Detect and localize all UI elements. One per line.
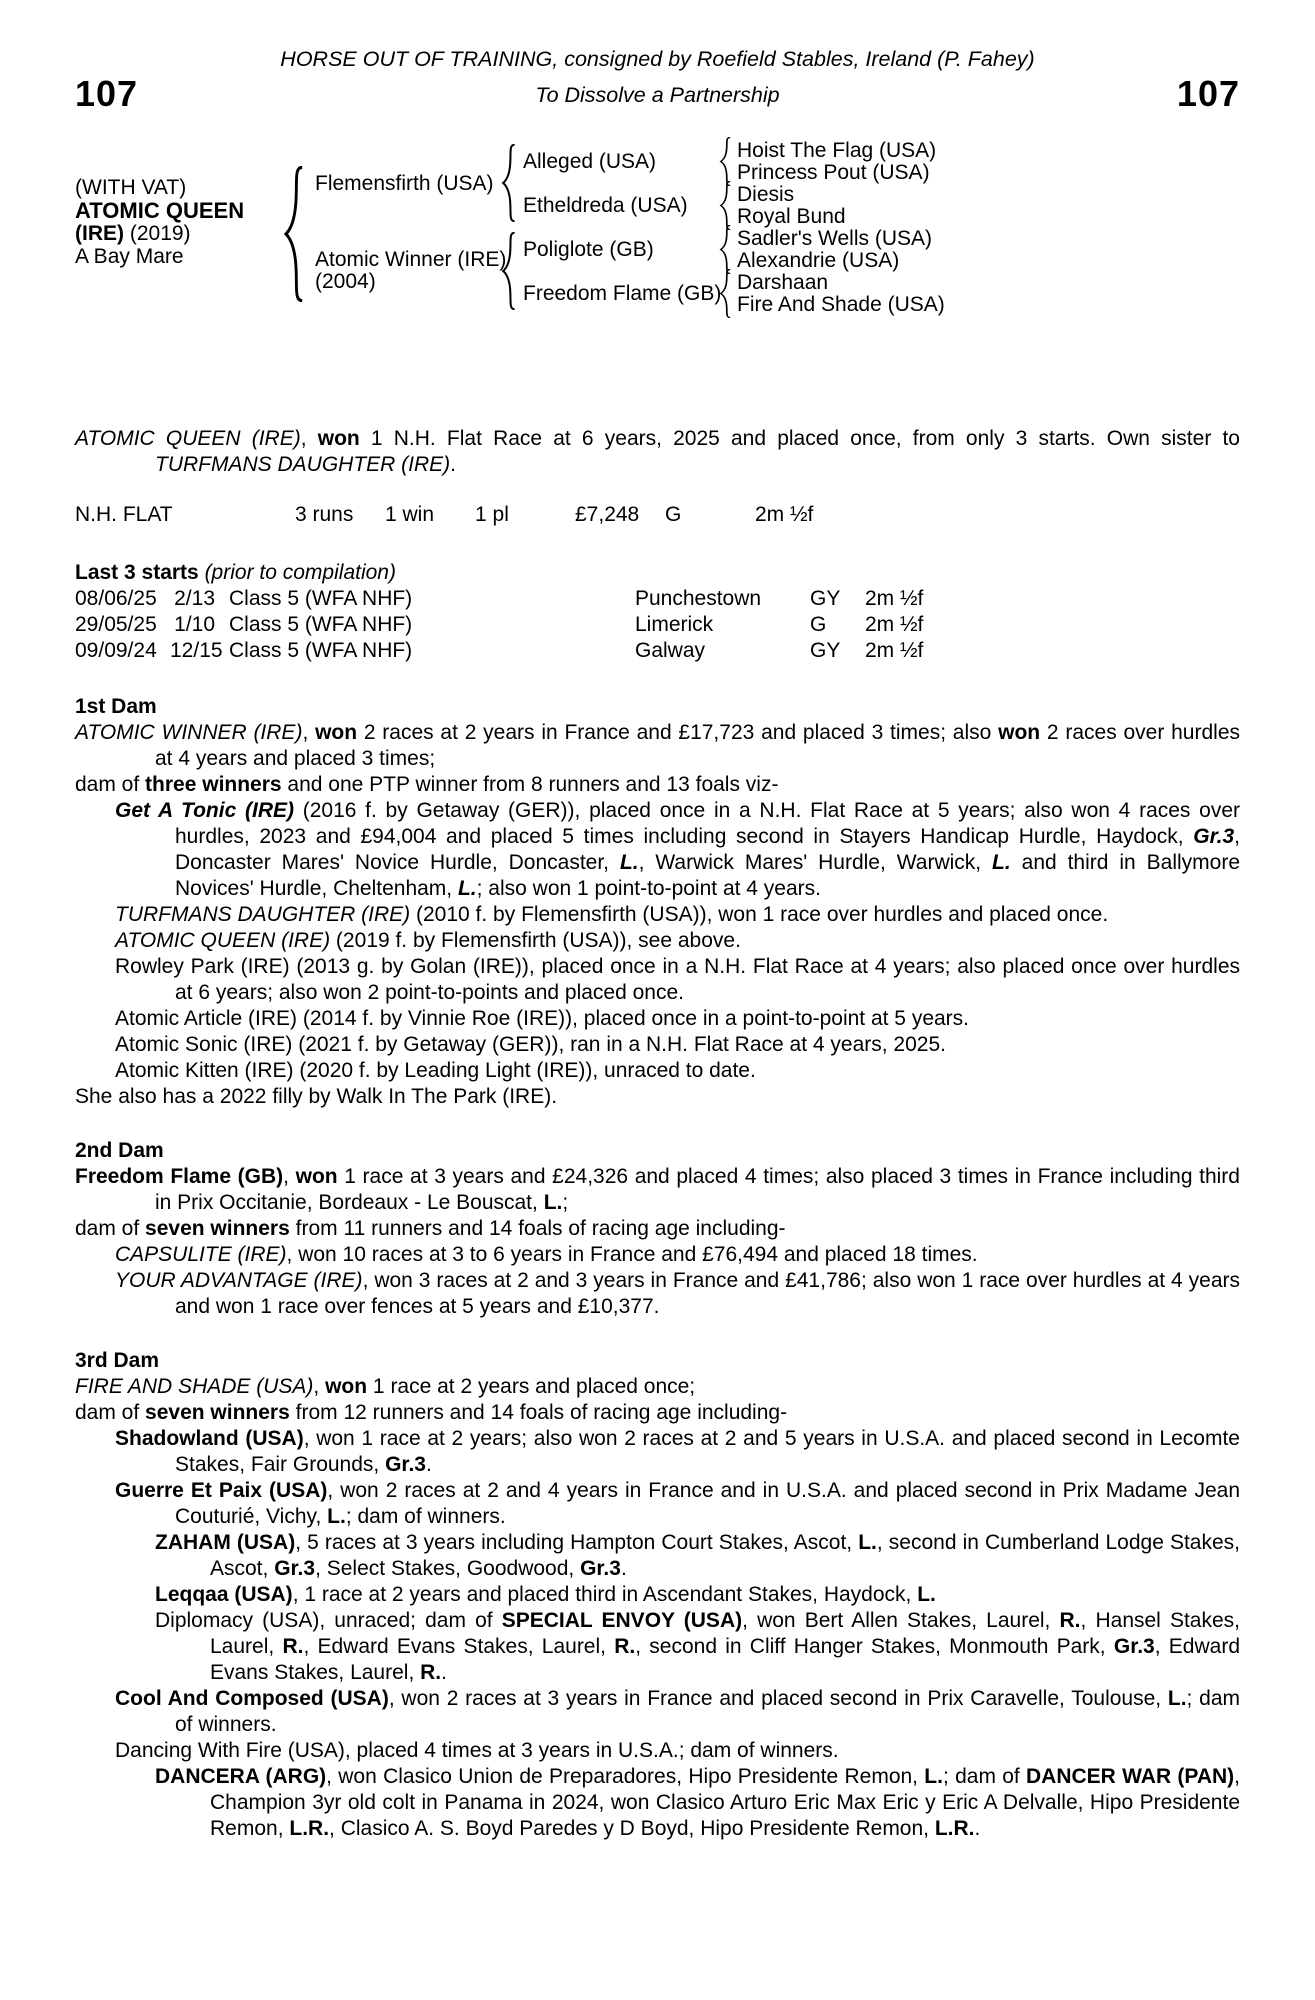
pedigree-tree	[75, 130, 1240, 344]
progeny-entry: Cool And Composed (USA), won 2 races at 3 years in France and placed second in Prix Caravelle, Toulouse, L.; dam of winners.	[115, 1687, 1240, 1736]
start-class: Class 5 (WFA NHF)	[229, 587, 413, 610]
pedigree-brace-main	[283, 166, 307, 302]
start-course: Punchestown	[635, 587, 762, 610]
horse-name: ATOMIC QUEEN	[75, 198, 245, 223]
start-distance: 2m ½f	[865, 613, 924, 636]
horse-description: A Bay Mare	[75, 245, 184, 268]
record-earnings: £7,248	[575, 503, 640, 526]
progeny-entry: Guerre Et Paix (USA), won 2 races at 2 and 4 years in France and in U.S.A. and placed second in Prix Madame Jean Couturié, Vichy, L.; dam of winners.	[115, 1479, 1240, 1528]
progeny-entry: Atomic Article (IRE) (2014 f. by Vinnie Roe (IRE)), placed once in a point-to-point at 5 years.	[115, 1007, 970, 1030]
start-distance: 2m ½f	[865, 587, 924, 610]
progeny-entry: ATOMIC QUEEN (IRE) (2019 f. by Flemensfirth (USA)), see above.	[115, 929, 741, 952]
race-summary: ATOMIC QUEEN (IRE), won 1 N.H. Flat Race at 6 years, 2025 and placed once, from only 3 starts. Own sister to TURFMANS DAUGHTER (IRE).	[75, 427, 1240, 476]
sire-name: Flemensfirth (USA)	[315, 172, 494, 195]
progeny-entry: Shadowland (USA), won 1 race at 2 years; also won 2 races at 2 and 5 years in U.S.A. and placed second in Lecomte Stakes, Fair Grounds, Gr.3.	[115, 1427, 1240, 1476]
great-grandparent: Princess Pout (USA)	[737, 161, 930, 184]
dam-record: Freedom Flame (GB), won 1 race at 3 years and £24,326 and placed 4 times; also placed 3 times in France including third in Prix Occitanie, Bordeaux - Le Bouscat, L.;	[75, 1165, 1240, 1214]
start-going: G	[810, 613, 827, 636]
granddam-sire-side: Etheldreda (USA)	[523, 194, 688, 217]
subject-horse-block	[75, 176, 300, 268]
last-start-row	[75, 586, 1240, 612]
dam-year: (2004)	[315, 270, 376, 293]
dam-name: Atomic Winner (IRE)	[315, 248, 507, 271]
horse-suffix-year	[75, 222, 300, 245]
start-date: 08/06/25	[75, 587, 157, 610]
pedigree-brace-sire	[501, 144, 518, 222]
start-going: GY	[810, 587, 841, 610]
third-dam-heading: 3rd Dam	[75, 1349, 160, 1372]
record-category: N.H. FLAT	[75, 503, 173, 526]
last-starts-heading	[75, 560, 1240, 586]
start-position: 1/10	[174, 613, 215, 636]
record-going: G	[665, 503, 682, 526]
horse-year: (2019)	[129, 222, 191, 245]
last-starts-title: Last 3 starts	[75, 561, 199, 584]
lot-number-left: 107	[75, 73, 139, 114]
last-starts-subtitle: (prior to compilation)	[198, 561, 396, 584]
pedigree-brace-gen3-1	[719, 137, 733, 186]
lot-number-right: 107	[1176, 73, 1240, 114]
lot-header	[75, 72, 1240, 126]
pedigree-brace-gen3-2	[719, 181, 733, 230]
great-grandparent: Fire And Shade (USA)	[737, 293, 945, 316]
great-grandparent: Sadler's Wells (USA)	[737, 227, 932, 250]
sale-condition: To Dissolve a Partnership	[535, 83, 780, 107]
start-course: Galway	[635, 639, 706, 662]
great-grandparent: Darshaan	[737, 271, 829, 294]
dam-block	[315, 249, 506, 293]
record-places: 1 pl	[475, 503, 509, 526]
progeny-entry: Atomic Sonic (IRE) (2021 f. by Getaway (GER)), ran in a N.H. Flat Race at 4 years, 2025.	[115, 1033, 946, 1056]
first-dam-heading: 1st Dam	[75, 695, 157, 718]
vat-note: (WITH VAT)	[75, 176, 187, 199]
dam-produce-summary: dam of three winners and one PTP winner from 8 runners and 13 foals viz-	[75, 773, 779, 796]
grandsire-sire-side: Alleged (USA)	[523, 150, 657, 173]
start-class: Class 5 (WFA NHF)	[229, 639, 413, 662]
start-going: GY	[810, 639, 841, 662]
progeny-entry: Atomic Kitten (IRE) (2020 f. by Leading Light (IRE)), unraced to date.	[115, 1059, 756, 1082]
progeny-entry: CAPSULITE (IRE), won 10 races at 3 to 6 years in France and £76,494 and placed 18 times.	[115, 1243, 978, 1266]
grandsire-dam-side: Poliglote (GB)	[523, 238, 654, 261]
dam-produce-summary: dam of seven winners from 11 runners and 14 foals of racing age including-	[75, 1217, 786, 1240]
progeny-entry: Diplomacy (USA), unraced; dam of SPECIAL ENVOY (USA), won Bert Allen Stakes, Laurel, R., Hansel Stakes, Laurel, R., Edward Evans Stakes, Laurel, R., second in Cliff Hanger Stakes, Monmouth Park, Gr.3, Edward Evans Stakes, Laurel, R..	[155, 1609, 1241, 1684]
granddam-dam-side: Freedom Flame (GB)	[523, 282, 722, 305]
progeny-entry: Dancing With Fire (USA), placed 4 times at 3 years in U.S.A.; dam of winners.	[115, 1739, 839, 1762]
second-dam-heading: 2nd Dam	[75, 1139, 164, 1162]
start-date: 09/09/24	[75, 639, 157, 662]
dam-record: FIRE AND SHADE (USA), won 1 race at 2 years and placed once;	[75, 1375, 696, 1398]
progeny-entry: TURFMANS DAUGHTER (IRE) (2010 f. by Flemensfirth (USA)), won 1 race over hurdles and placed once.	[115, 903, 1109, 926]
great-grandparent: Diesis	[737, 183, 795, 206]
great-grandparent: Royal Bund	[737, 205, 846, 228]
start-distance: 2m ½f	[865, 639, 924, 662]
start-class: Class 5 (WFA NHF)	[229, 613, 413, 636]
record-runs: 3 runs	[295, 503, 354, 526]
dam-note: She also has a 2022 filly by Walk In The Park (IRE).	[75, 1085, 558, 1108]
horse-suffix: (IRE)	[75, 222, 124, 245]
progeny-entry: DANCERA (ARG), won Clasico Union de Preparadores, Hipo Presidente Remon, L.; dam of DANCER WAR (PAN), Champion 3yr old colt in Panama in 2024, won Clasico Arturo Eric Max Eric y Eric A Delvalle, Hipo Presidente Remon, L.R., Clasico A. S. Boyd Paredes y D Boyd, Hipo Presidente Remon, L.R..	[155, 1765, 1240, 1840]
dam-record: ATOMIC WINNER (IRE), won 2 races at 2 years in France and £17,723 and placed 3 times; also won 2 races over hurdles at 4 years and placed 3 times;	[75, 721, 1241, 770]
start-course: Limerick	[635, 613, 714, 636]
start-position: 12/15	[170, 639, 223, 662]
record-wins: 1 win	[385, 503, 435, 526]
start-date: 29/05/25	[75, 613, 157, 636]
progeny-entry: Rowley Park (IRE) (2013 g. by Golan (IRE)), placed once in a N.H. Flat Race at 4 years; also placed once over hurdles at 6 years; also won 2 point-to-points and placed once.	[115, 955, 1240, 1004]
progeny-entry: Leqqaa (USA), 1 race at 2 years and placed third in Ascendant Stakes, Haydock, L.	[155, 1583, 936, 1606]
pedigree-brace-gen3-3	[719, 225, 733, 274]
dam-produce-summary: dam of seven winners from 12 runners and 14 foals of racing age including-	[75, 1401, 788, 1424]
great-grandparent: Alexandrie (USA)	[737, 249, 900, 272]
record-distance: 2m ½f	[755, 503, 814, 526]
progeny-entry: Get A Tonic (IRE) (2016 f. by Getaway (GER)), placed once in a N.H. Flat Race at 5 years; also won 4 races over hurdles, 2023 and £94,004 and placed 5 times including second in Stayers Handicap Hurdle, Haydock, Gr.3, Doncaster Mares' Novice Hurdle, Doncaster, L., Warwick Mares' Hurdle, Warwick, L. and third in Ballymore Novices' Hurdle, Cheltenham, L.; also won 1 point-to-point at 4 years.	[115, 799, 1241, 900]
last-start-row	[75, 638, 1240, 664]
race-record-row	[75, 502, 1240, 528]
progeny-entry: ZAHAM (USA), 5 races at 3 years including Hampton Court Stakes, Ascot, L., second in Cumberland Lodge Stakes, Ascot, Gr.3, Select Stakes, Goodwood, Gr.3.	[155, 1531, 1240, 1580]
last-start-row	[75, 612, 1240, 638]
great-grandparent: Hoist The Flag (USA)	[737, 139, 937, 162]
progeny-entry: YOUR ADVANTAGE (IRE), won 3 races at 2 and 3 years in France and £41,786; also won 1 race over hurdles at 4 years and won 1 race over fences at 5 years and £10,377.	[115, 1269, 1240, 1318]
start-position: 2/13	[174, 587, 215, 610]
consignor-line: HORSE OUT OF TRAINING, consigned by Roefield Stables, Ireland (P. Fahey)	[280, 47, 1035, 71]
